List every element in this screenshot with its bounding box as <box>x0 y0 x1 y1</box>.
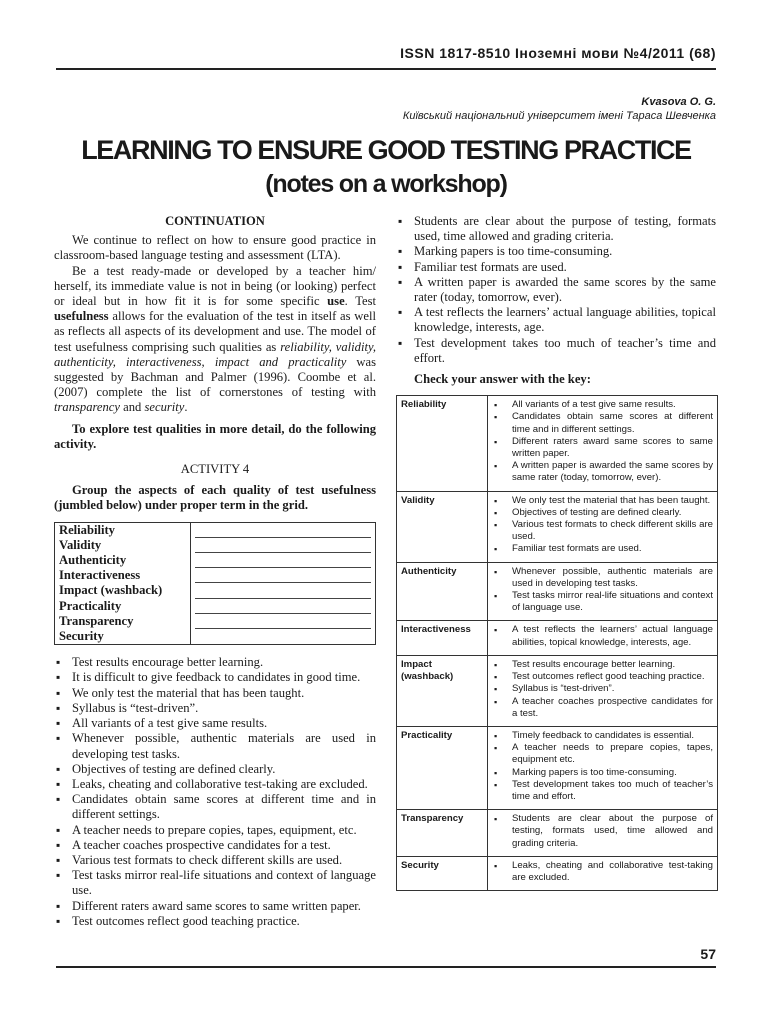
key-item: ▪ Whenever possible, authentic materials are used in developing test tasks. <box>492 566 713 590</box>
key-item: ▪ A test reflects the learners’ actual language abilities, topical knowledge, interests, age. <box>492 624 713 648</box>
key-item: ▪ Test results encourage better learning. <box>492 659 713 671</box>
answer-line <box>195 629 371 643</box>
right-column <box>396 214 716 891</box>
key-item: ▪ Timely feedback to candidates is essential. <box>492 730 713 742</box>
key-item: ▪ A teacher needs to prepare copies, tapes, equipment etc. <box>492 742 713 766</box>
list-item: ▪ Objectives of testing are defined clearly. <box>54 762 376 777</box>
p2-text-a: Be a test ready-made or developed by a teacher him/ herself, its immediate value is not in being (or looking) perfect or ideal but in how fit it is for some specific <box>54 263 376 309</box>
key-item: ▪ Test tasks mirror real-life situations and context of language use. <box>492 590 713 614</box>
key-item: ▪ A written paper is awarded the same scores by same rater (today, tomorrow, ever). <box>492 460 713 484</box>
page-number: 57 <box>700 946 716 962</box>
table-row <box>397 396 718 491</box>
grid-term: Impact (washback) <box>59 583 163 598</box>
key-items <box>488 396 718 491</box>
table-row <box>397 726 718 809</box>
list-item: ▪ Test tasks mirror real-life situations and context of language use. <box>54 868 376 898</box>
key-items <box>488 655 718 726</box>
list-item: ▪ A teacher needs to prepare copies, tapes, equipment, etc. <box>54 823 376 838</box>
key-item: ▪ Marking papers is too time-consuming. <box>492 767 713 779</box>
key-item: ▪ Objectives of testing are defined clearly. <box>492 507 713 519</box>
continuation-heading: CONTINUATION <box>165 214 265 228</box>
key-item: ▪ Syllabus is “test-driven”. <box>492 683 713 695</box>
list-item: ▪ Test outcomes reflect good teaching practice. <box>54 914 376 929</box>
key-item: ▪ Familiar test formats are used. <box>492 543 713 555</box>
list-item: ▪ Different raters award same scores to same written paper. <box>54 899 376 914</box>
answer-key-table <box>396 395 718 891</box>
p2-qualities: reliability, validity, authenticity, interactiveness, impact and practicality <box>54 339 376 369</box>
answer-line <box>195 568 371 583</box>
list-item: ▪ Test results encourage better learning. <box>54 655 376 670</box>
jumbled-list <box>54 655 376 929</box>
p2-usefulness: usefulness <box>54 309 109 324</box>
left-column <box>54 214 376 929</box>
answer-line <box>195 599 371 614</box>
continued-list <box>396 214 716 366</box>
article-subtitle: (notes on a workshop) <box>265 170 507 198</box>
author-affiliation: Київський національний університет імені Тараса Шевченка <box>402 110 716 122</box>
activity-instruction: Group the aspects of each quality of test usefulness (jumbled below) under proper term in the grid. <box>54 483 376 513</box>
list-item: ▪ Familiar test formats are used. <box>396 260 716 275</box>
paragraph-intro: We continue to reflect on how to ensure good practice in classroom-based language testing and assessment (LTA). <box>54 233 376 263</box>
key-items <box>488 491 718 562</box>
author-name: Kvasova O. G. <box>641 96 716 108</box>
grid-term: Interactiveness <box>59 568 141 583</box>
key-items <box>488 726 718 809</box>
key-item: ▪ We only test the material that has been taught. <box>492 495 713 507</box>
key-item: ▪ Test development takes too much of teacher’s time and effort. <box>492 779 713 803</box>
grid-term: Practicality <box>59 598 122 613</box>
list-item: ▪ Students are clear about the purpose of testing, formats used, time allowed and grading criteria. <box>396 214 716 244</box>
table-row <box>397 655 718 726</box>
grid-term: Reliability <box>59 522 115 537</box>
key-term: Authenticity <box>397 562 488 621</box>
list-item: ▪ A written paper is awarded the same scores by the same rater (today, tomorrow, ever). <box>396 275 716 305</box>
list-item: ▪ All variants of a test give same results. <box>54 716 376 731</box>
grid-term: Validity <box>59 537 102 552</box>
list-item: ▪ Whenever possible, authentic materials are used in developing test tasks. <box>54 731 376 761</box>
p2-use: use <box>327 294 345 309</box>
p2-end: . <box>184 400 188 415</box>
list-item: ▪ A teacher coaches prospective candidates for a test. <box>54 838 376 853</box>
key-term: Impact (washback) <box>397 655 488 726</box>
key-item: ▪ Different raters award same scores to same written paper. <box>492 436 713 460</box>
p2-security: security <box>144 400 185 415</box>
list-item: ▪ We only test the material that has been taught. <box>54 686 376 701</box>
table-row <box>397 810 718 857</box>
activity-heading: ACTIVITY 4 <box>180 462 250 477</box>
key-items <box>488 562 718 621</box>
check-answer-label: Check your answer with the key: <box>414 372 591 387</box>
p2-transparency: transparency <box>54 400 120 415</box>
key-items <box>488 621 718 655</box>
activity-grid <box>54 522 376 646</box>
footer-rule <box>56 966 716 968</box>
p2-text-c: allows for the evaluation of the test in itself as well as reflects all aspects of its development and use. The model of test usefulness comprising such qualities as <box>54 309 376 354</box>
answer-line <box>195 553 371 568</box>
grid-term: Transparency <box>59 613 134 628</box>
key-term: Validity <box>397 491 488 562</box>
key-item: ▪ Various test formats to check different skills are used. <box>492 519 713 543</box>
key-items <box>488 856 718 890</box>
key-items <box>488 810 718 857</box>
header-rule <box>56 68 716 70</box>
key-term: Transparency <box>397 810 488 857</box>
key-term: Practicality <box>397 726 488 809</box>
grid-answer-cell <box>191 522 376 645</box>
journal-header: ISSN 1817-8510 Іноземні мови №4/2011 (68) <box>400 45 716 61</box>
grid-term: Authenticity <box>59 553 127 568</box>
table-row <box>397 621 718 655</box>
grid-term: Security <box>59 629 104 644</box>
key-item: ▪ All variants of a test give same results. <box>492 399 713 411</box>
explore-instruction: To explore test qualities in more detail, do the following activity. <box>54 421 376 451</box>
article-title: LEARNING TO ENSURE GOOD TESTING PRACTICE <box>81 135 691 165</box>
p2-text-d: was suggested by Bachman and Palmer (1996). Coombe et al. (2007) complete the list of cornerstones of testing with <box>54 354 376 400</box>
list-item: ▪ It is difficult to give feedback to candidates in good time. <box>54 670 376 685</box>
answer-line <box>195 614 371 629</box>
list-item: ▪ Various test formats to check different skills are used. <box>54 853 376 868</box>
answer-line <box>195 583 371 598</box>
list-item: ▪ Syllabus is “test-driven”. <box>54 701 376 716</box>
list-item: ▪ Candidates obtain same scores at different time and in different settings. <box>54 792 376 822</box>
key-item: ▪ Candidates obtain same scores at different time and in different settings. <box>492 411 713 435</box>
list-item: ▪ A test reflects the learners’ actual language abilities, topical knowledge, interests, age. <box>396 305 716 335</box>
list-item: ▪ Marking papers is too time-consuming. <box>396 244 716 259</box>
key-item: ▪ A teacher coaches prospective candidates for a test. <box>492 696 713 720</box>
list-item: ▪ Test development takes too much of teacher’s time and effort. <box>396 336 716 366</box>
key-term: Security <box>397 856 488 890</box>
table-row <box>397 856 718 890</box>
key-item: ▪ Test outcomes reflect good teaching practice. <box>492 671 713 683</box>
key-item: ▪ Students are clear about the purpose of testing, formats used, time allowed and grading criteria. <box>492 813 713 850</box>
list-item: ▪ Leaks, cheating and collaborative test-taking are excluded. <box>54 777 376 792</box>
p2-and: and <box>120 400 145 415</box>
answer-line <box>195 538 371 553</box>
grid-terms-cell <box>55 522 191 645</box>
table-row <box>397 491 718 562</box>
paragraph-usefulness <box>54 264 376 416</box>
key-term: Interactiveness <box>397 621 488 655</box>
p2-text-b: . Test <box>344 294 376 309</box>
table-row <box>397 562 718 621</box>
answer-line <box>195 523 371 538</box>
key-item: ▪ Leaks, cheating and collaborative test-taking are excluded. <box>492 860 713 884</box>
key-term: Reliability <box>397 396 488 491</box>
